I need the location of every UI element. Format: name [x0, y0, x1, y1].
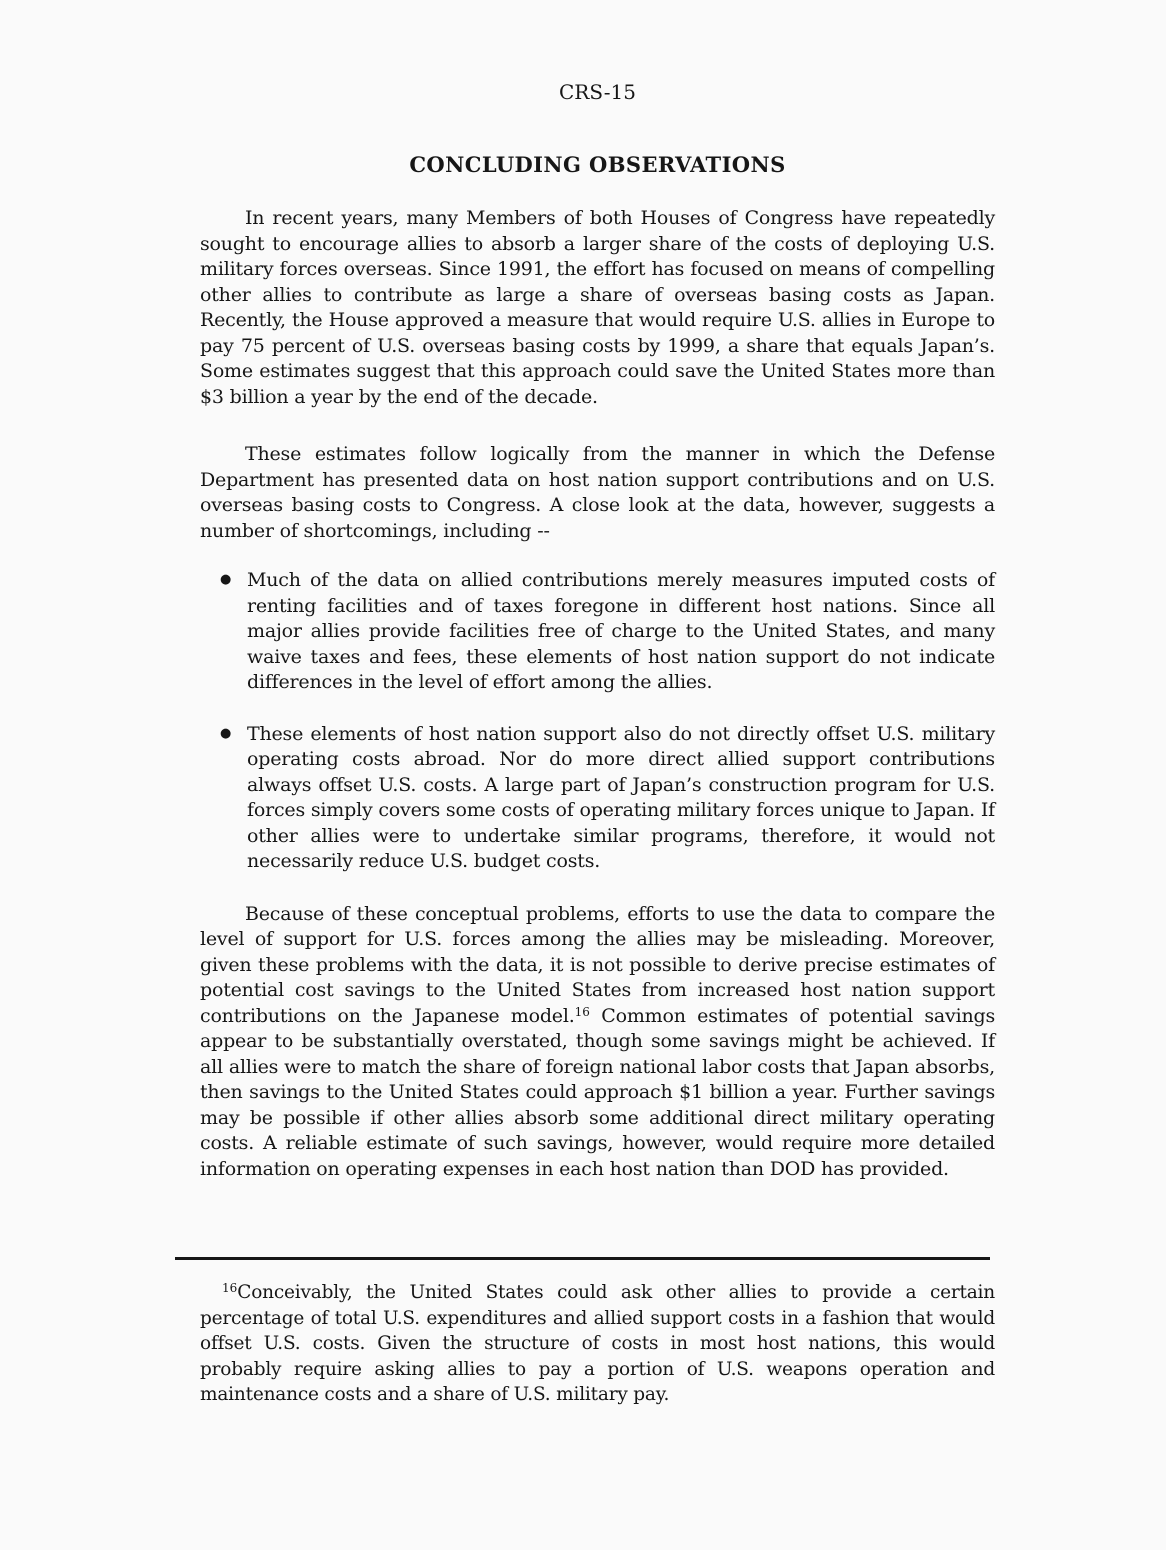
bullet-icon: ● — [220, 725, 232, 741]
paragraph-conclusion-text-continued: Common estimates of potential savings appear to be substantially overstated, though some savings might be achieved. If all allies were to match the share of foreign national labor costs that Japan absorbs, then savings to the United States could approach $1 billion a year. Further savings may be possible if other allies absorb some additional direct military operating costs. A reliable estimate of such savings, however, would require more detailed information on operating expenses in each host nation than DOD has provided. — [200, 1004, 995, 1180]
paragraph-conclusion-text: Because of these conceptual problems, efforts to use the data to compare the level of support for U.S. forces among the allies may be misleading. Moreover, given these problems with the data, it is not possible to derive precise estimates of potential cost savings to the United States from increased host nation support contributions on the Japanese model. — [200, 902, 995, 1027]
paragraph-conclusion — [200, 902, 995, 1183]
paragraph-intro: In recent years, many Members of both Houses of Congress have repeatedly sought to encourage allies to absorb a larger share of the costs of deploying U.S. military forces overseas. Since 1991, the effort has focused on means of compelling other allies to contribute as large a share of overseas basing costs as Japan. Recently, the House approved a measure that would require U.S. allies in Europe to pay 75 percent of U.S. overseas basing costs by 1999, a share that equals Japan’s. Some estimates suggest that this approach could save the United States more than $3 billion a year by the end of the decade. — [200, 207, 995, 408]
footnote-marker-16: 16 — [222, 1281, 238, 1295]
footnote — [200, 1280, 995, 1408]
bullet-text-2: These elements of host nation support also do not directly offset U.S. military operating costs abroad. Nor do more direct allied support contributions always offset U.S. costs. A large part of Japan’s construction program for U.S. forces simply covers some costs of operating military forces unique to Japan. If other allies were to undertake similar programs, therefore, it would not necessarily reduce U.S. budget costs. — [247, 722, 995, 872]
footnote-text: Conceivably, the United States could ask other allies to provide a certain percentage of total U.S. expenditures and allied support costs in a fashion that would offset U.S. costs. Given the structure of costs in most host nations, this would probably require asking allies to pay a portion of U.S. weapons operation and maintenance costs and a share of U.S. military pay. — [200, 1282, 995, 1405]
footnote-ref-16: 16 — [574, 1004, 590, 1019]
page-number: CRS-15 — [558, 80, 636, 104]
page-content — [200, 0, 995, 1408]
section-title: CONCLUDING OBSERVATIONS — [409, 152, 786, 177]
bullet-icon: ● — [220, 572, 232, 587]
footnote-divider — [175, 1257, 990, 1260]
paragraph-estimates: These estimates follow logically from the manner in which the Defense Department has presented data on host nation support contributions and on U.S. overseas basing costs to Congress. A close look at the data, however, suggests a number of shortcomings, including -- — [200, 443, 995, 542]
bullet-text-1: Much of the data on allied contributions merely measures imputed costs of renting facilities and of taxes foregone in different host nations. Since all major allies provide facilities free of charge to the United States, and many waive taxes and fees, these elements of host nation support do not indicate differences in the level of effort among the allies. — [247, 569, 995, 693]
bullet-item-2 — [200, 722, 995, 875]
bullet-item-1 — [200, 568, 995, 696]
